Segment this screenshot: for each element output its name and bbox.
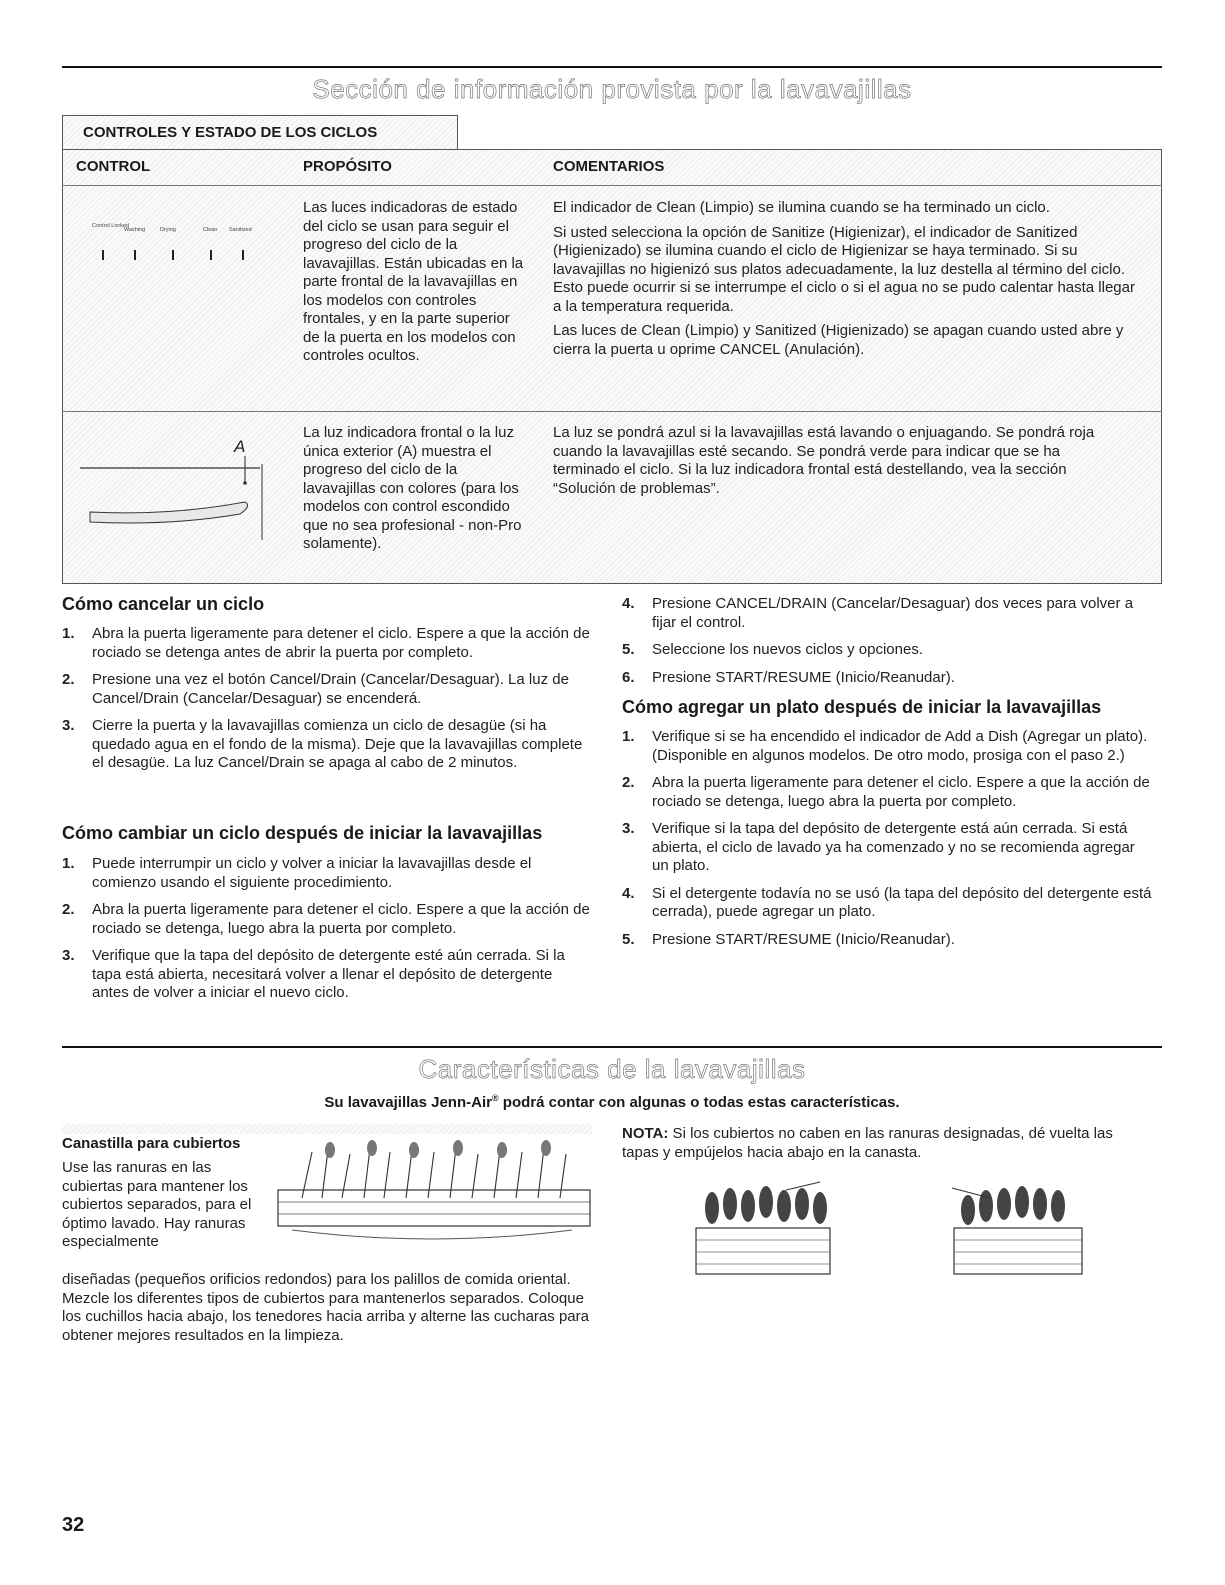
comment-paragraph: El indicador de Clean (Limpio) se ilumina cuando se ha terminado un ciclo. (553, 199, 1050, 216)
column-header-control: CONTROL (76, 158, 151, 175)
section-title-info: Sección de información provista por la lavavajillas (312, 74, 912, 104)
list-item (622, 885, 1152, 922)
light-label: Clean (203, 227, 218, 233)
silverware-basket-illustration (272, 1138, 597, 1253)
list-item (62, 901, 592, 938)
basket-text-rest: diseñadas (pequeños orificios redondos) para los palillos de comida oriental. Mezcle los diferentes tipos de cubiertos para mantenerlos separados. Coloque los cuchillos hacia abajo, los tenedores hacia arriba y alterne las cucharas para obtener mejores resultados en la limpieza. (62, 1271, 589, 1344)
step-number: 2. (62, 901, 75, 918)
step-text: Abra la puerta ligeramente para detener el ciclo. Espere a que la acción de rociado se detenga antes de abrir la puerta por completo. (92, 625, 590, 661)
registered-mark: ® (491, 1093, 499, 1103)
step-number: 1. (62, 855, 75, 872)
comment-paragraph: Si usted selecciona la opción de Sanitize (Higienizar), el indicador de Sanitized (Higienizado) se ilumina cuando el ciclo de Higienizar se haya terminado. Si su lavavajillas no higienizó sus platos adecuadamente, la luz destella al término del ciclo. Esto puede ocurrir si se interrumpe el ciclo o si el agua no se pudo calentar hasta llegar a la temperatura requerida. (553, 223, 1135, 315)
step-text: Abra la puerta ligeramente para detener el ciclo. Espere a que la acción de rociado se detenga, luego abra la puerta por completo. (92, 901, 590, 937)
list-item (622, 820, 1152, 876)
step-text: Puede interrumpir un ciclo y volver a iniciar la lavavajillas desde el comienzo usando el siguiente procedimiento. (92, 855, 532, 891)
step-text: Si el detergente todavía no se usó (la tapa del depósito del detergente está cerrada), puede agregar un plato. (652, 884, 1152, 920)
subsection-bar (62, 1124, 592, 1134)
subtitle-text: podrá contar con algunas o todas estas características. (498, 1094, 900, 1111)
step-number: 5. (622, 641, 635, 658)
middle-rule (62, 1046, 1162, 1048)
table-tab-label: CONTROLES Y ESTADO DE LOS CICLOS (62, 115, 458, 149)
step-text: Verifique si la tapa del depósito de detergente está aún cerrada. Si está abierta, el ciclo de lavado ya ha comenzado y no se recomienda agregar un plato. (652, 820, 1135, 874)
step-number: 2. (622, 774, 635, 791)
list-item (62, 855, 592, 892)
step-number: 5. (622, 930, 635, 948)
step-text: Presione START/RESUME (Inicio/Reanudar). (652, 930, 955, 948)
step-number: 3. (622, 820, 635, 837)
step-text: Seleccione los nuevos ciclos y opciones. (652, 641, 923, 658)
step-number: 1. (622, 728, 635, 745)
callout-letter: A (234, 437, 246, 456)
status-lights-illustration (86, 218, 266, 268)
light-label: Sanitized (229, 227, 252, 233)
list-item (622, 774, 1152, 811)
column-header-purpose: PROPÓSITO (303, 158, 392, 175)
list-item (622, 641, 1152, 660)
cancel-steps-continued (622, 595, 1152, 696)
features-subtitle (62, 1093, 1162, 1111)
note-label: NOTA: (622, 1125, 669, 1142)
row2-purpose: La luz indicadora frontal o la luz única exterior (A) muestra el progreso del ciclo de la lavavajillas con colores (para los modelos con control escondido que no sea profesional - non-Pro solamente). (303, 424, 522, 552)
basket-lid-illustration (950, 1178, 1095, 1283)
row2-comments: La luz se pondrá azul si la lavavajillas está lavando o enjuagando. Se pondrá roja cuando la lavavajillas esté secando. Se pondrá verde para indicar que se ha terminado el ciclo. Si la luz indicadora frontal está destellando, vea la sección “Solución de problemas”. (553, 424, 1095, 497)
heading-cancel-cycle: Cómo cancelar un ciclo (62, 594, 265, 614)
basket-text-wrapped: Use las ranuras en las cubiertas para mantener los cubiertos separados, para el óptimo lavado. Hay ranuras especialmente (62, 1159, 252, 1250)
section-title-features: Características de la lavavajillas (418, 1054, 806, 1084)
step-number: 6. (622, 668, 635, 686)
step-text: Abra la puerta ligeramente para detener el ciclo. Espere a que la acción de rociado se detenga, luego abra la puerta por completo. (652, 774, 1150, 810)
row1-comments (553, 199, 1143, 359)
list-item (62, 717, 592, 773)
note-text: Si los cubiertos no caben en las ranuras designadas, dé vuelta las tapas y empújelos hacia abajo en la canasta. (622, 1125, 1113, 1161)
heading-add-dish: Cómo agregar un plato después de iniciar la lavavajillas (622, 697, 1102, 717)
light-label: Washing (124, 227, 146, 233)
cancel-steps-list (62, 625, 592, 782)
row-divider (62, 411, 1162, 412)
list-item (622, 669, 1152, 688)
list-item (622, 595, 1152, 632)
page-number: 32 (62, 1514, 85, 1536)
heading-change-cycle: Cómo cambiar un ciclo después de iniciar la lavavajillas (62, 823, 543, 843)
step-text: Verifique que la tapa del depósito de detergente esté aún cerrada. Si la tapa está abierta, necesitará volver a llenar el depósito de detergente antes de volver a iniciar el nuevo ciclo. (92, 947, 565, 1001)
step-number: 2. (62, 671, 75, 688)
step-number: 3. (62, 717, 75, 734)
top-rule (62, 66, 1162, 68)
step-text: Cierre la puerta y la lavavajillas comienza un ciclo de desagüe (si ha quedado agua en el fondo de la misma). Deje que la lavavajillas complete el desagüe. La luz Cancel/Drain se apaga al cabo de 2 minutos. (92, 717, 583, 771)
list-item (62, 671, 592, 708)
comment-paragraph: Las luces de Clean (Limpio) y Sanitized (Higienizado) se apagan cuando usted abre y cierra la puerta u oprime CANCEL (Anulación). (553, 322, 1124, 358)
heading-silverware-basket: Canastilla para cubiertos (62, 1135, 241, 1152)
change-steps-list (62, 855, 592, 1012)
step-number: 1. (62, 625, 75, 642)
header-divider (62, 185, 1162, 186)
step-text: Presione una vez el botón Cancel/Drain (Cancelar/Desaguar). La luz de Cancel/Drain (Cancelar/Desaguar) se encenderá. (92, 671, 569, 707)
step-text: Presione START/RESUME (Inicio/Reanudar). (652, 668, 955, 686)
column-header-comments: COMENTARIOS (553, 158, 665, 175)
light-label: Drying (160, 227, 176, 233)
light-label: Control Locked (92, 223, 129, 229)
subtitle-text: Su lavavajillas Jenn-Air (324, 1094, 492, 1111)
step-number: 3. (62, 947, 75, 964)
list-item (622, 931, 1152, 950)
list-item (62, 947, 592, 1003)
basket-lid-illustration (690, 1178, 835, 1283)
row1-purpose: Las luces indicadoras de estado del ciclo se usan para seguir el progreso del ciclo de la lavavajillas. Están ubicadas en la parte frontal de la lavavajillas en los modelos con controles frontales, y en la parte superior de la puerta en los modelos con controles ocultos. (303, 199, 524, 364)
step-text: Presione CANCEL/DRAIN (Cancelar/Desaguar) dos veces para volver a fijar el control. (652, 595, 1134, 631)
add-dish-steps-list (622, 728, 1152, 958)
step-number: 4. (622, 595, 635, 612)
door-light-illustration (80, 428, 280, 553)
step-number: 4. (622, 884, 635, 902)
step-text: Verifique si se ha encendido el indicador de Add a Dish (Agregar un plato). (Disponible en algunos modelos. De otro modo, prosiga con el paso 2.) (652, 728, 1148, 764)
list-item (62, 625, 592, 662)
note-paragraph (622, 1125, 1142, 1162)
list-item (622, 728, 1152, 765)
